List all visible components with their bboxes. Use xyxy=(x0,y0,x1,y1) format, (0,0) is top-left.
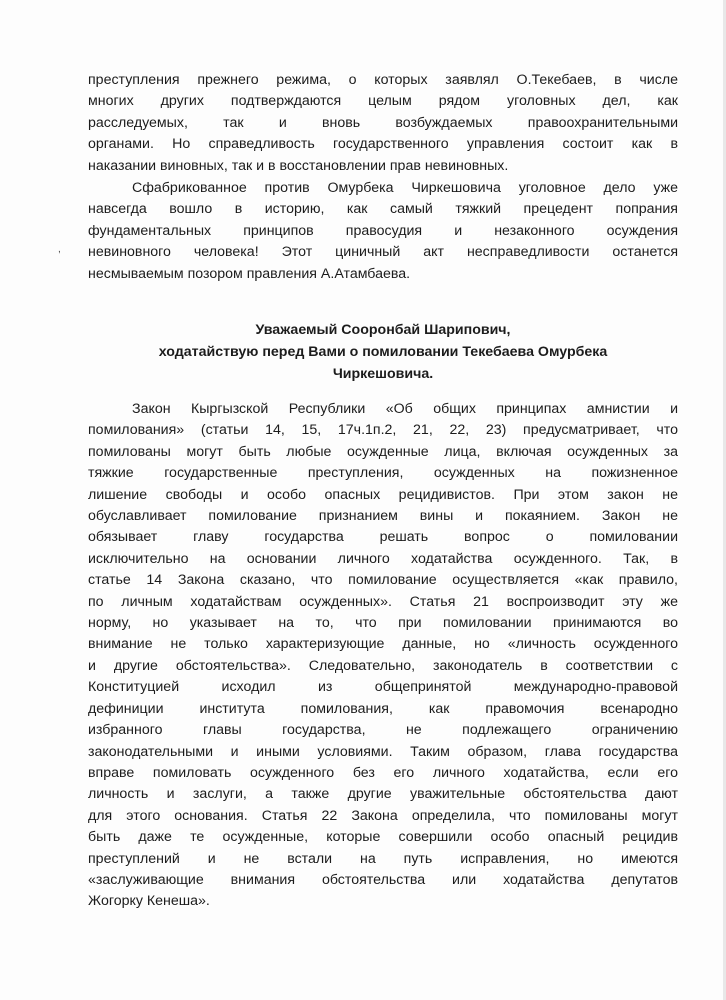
text-line: преступления прежнего режима, о которых заявлял О.Текебаев, в числе xyxy=(88,72,678,88)
text-line: навсегда вошло в историю, как самый тяжкий прецедент попрания xyxy=(88,201,678,218)
text-line: законодательными и иными условиями. Таким образом, глава государства xyxy=(88,743,678,760)
text-line: Жогорку Кенеша». xyxy=(88,893,210,910)
text-line: многих других подтверждаются целым рядом уголовных дел, как xyxy=(88,93,678,110)
text-line: лишение свободы и особо опасных рецидивистов. При этом закон не xyxy=(88,486,678,503)
text-line: для этого основания. Статья 22 Закона определила, что помилованы могут xyxy=(88,807,678,824)
text-line: вправе помиловать осужденного без его личного ходатайства, если его xyxy=(88,764,678,781)
text-line: расследуемых, так и вновь возбуждаемых правоохранительными xyxy=(88,114,678,131)
text-line: личность и заслуги, а также другие уважительные обстоятельства дают xyxy=(88,786,678,803)
heading-line: Чиркешовича. xyxy=(332,366,434,382)
text-line: внимание не только характеризующие данные, но «личность осужденного xyxy=(88,636,678,653)
text-line: «заслуживающие внимания обстоятельства или ходатайства депутатов xyxy=(88,871,678,888)
text-line: несмываемым позором правления А.Атамбаева. xyxy=(88,265,411,282)
petition-heading xyxy=(88,319,678,385)
heading-line: Уважаемый Сооронбай Шарипович, xyxy=(255,322,511,338)
text-line: Конституцией исходил из общепринятой международно-правовой xyxy=(88,679,678,696)
text-line: статье 14 Закона сказано, что помилование осуществляется «как правило, xyxy=(88,572,678,589)
stray-mark: , xyxy=(58,244,61,255)
text-line: фундаментальных принципов правосудия и незаконного осуждения xyxy=(88,222,678,239)
text-line: органами. Но справедливость государственного управления состоит как в xyxy=(88,136,678,153)
text-line: наказании виновных, так и в восстановлении прав невиновных. xyxy=(88,157,509,174)
text-line: преступлений и не встали на путь исправления, но имеются xyxy=(88,850,678,867)
text-line: помилованы могут быть любые осужденные лица, включая осужденных за xyxy=(88,443,678,460)
heading-line: ходатайствую перед Вами о помиловании Текебаева Омурбека xyxy=(158,344,608,360)
text-line: и другие обстоятельства». Следовательно, законодатель в соответствии с xyxy=(88,657,678,674)
paragraph-continuation xyxy=(88,70,678,177)
paragraph-law xyxy=(88,399,678,913)
paragraph-fabricated-case xyxy=(88,178,678,285)
text-line: тяжкие государственные преступления, осужденных на пожизненное xyxy=(88,465,678,482)
text-line: по личным ходатайствам осужденных». Статья 21 воспроизводит эту же xyxy=(88,593,678,610)
text-line: Сфабрикованное против Омурбека Чиркешовича уголовное дело уже xyxy=(132,180,678,196)
text-line: норму, но указывает на то, что при помиловании принимаются во xyxy=(88,615,678,632)
text-line: обязывает главу государства решать вопрос о помиловании xyxy=(88,529,678,546)
text-line: помилования» (статьи 14, 15, 17ч.1п.2, 21, 22, 23) предусматривает, что xyxy=(88,422,678,439)
text-line: обуславливает помилование признанием вины и покаянием. Закон не xyxy=(88,508,678,525)
text-line: исключительно на основании личного ходатайства осужденного. Так, в xyxy=(88,550,678,567)
text-line: быть даже те осужденные, которые совершили особо опасный рецидив xyxy=(88,829,678,846)
text-line: Закон Кыргызской Республики «Об общих принципах амнистии и xyxy=(132,401,678,417)
text-line: невиновного человека! Этот циничный акт несправедливости останется xyxy=(88,244,678,261)
text-line: избранного главы государства, не подлежащего ограничению xyxy=(88,722,678,739)
text-line: дефиниции института помилования, как правомочия всенародно xyxy=(88,700,678,717)
